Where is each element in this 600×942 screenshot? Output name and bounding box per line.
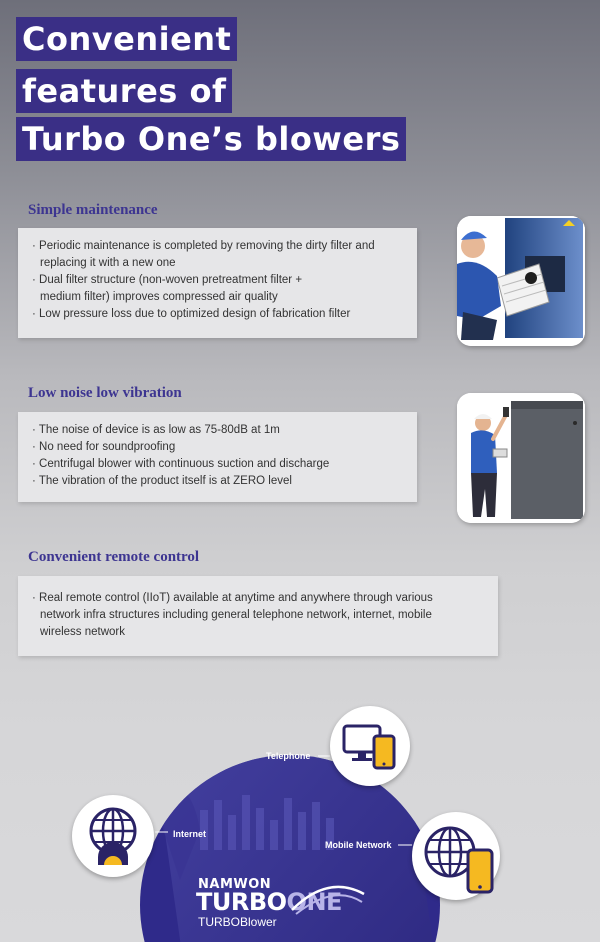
- maintenance-box: [18, 228, 417, 338]
- worker-sound-meter-illustration: [457, 393, 585, 523]
- logo-swoosh-icon: [288, 880, 368, 920]
- telephone-circle: [330, 706, 410, 786]
- remote-box: [18, 576, 498, 656]
- mobile-circle: [412, 812, 500, 900]
- list-item: · Real remote control (IIoT) available at anytime and anywhere through various network infra structures including general telephone network, internet, mobile wireless network: [32, 590, 460, 641]
- brand-logo-left: TURBO: [196, 888, 287, 916]
- list-item: · Dual filter structure (non-woven pretreatment filter + medium filter) improves compressed air quality: [32, 272, 340, 306]
- monitor-phone-icon: [330, 706, 410, 786]
- maintenance-photo: [457, 216, 585, 346]
- title-line-2: features of: [16, 69, 232, 113]
- title-line-3: Turbo One’s blowers: [16, 117, 406, 161]
- globe-phone-icon: [412, 812, 500, 900]
- section-heading-noise: Low noise low vibration: [28, 385, 182, 401]
- internet-label: Internet: [173, 829, 207, 839]
- brand-company: NAMWON: [198, 877, 272, 892]
- mobile-network-label: Mobile Network: [325, 840, 392, 850]
- list-item: · Centrifugal blower with continuous suction and discharge: [32, 456, 417, 473]
- worker-filter-illustration: [457, 216, 585, 346]
- brand-product: TURBOBlower: [198, 915, 277, 929]
- title-line-1: Convenient: [16, 17, 237, 61]
- brand-logo-right: ONE: [286, 888, 342, 916]
- telephone-label: Telephone: [266, 751, 311, 761]
- globe-gear-icon: [72, 795, 154, 877]
- list-item: · No need for soundproofing: [32, 439, 417, 456]
- list-item: · The vibration of the product itself is at ZERO level: [32, 473, 417, 490]
- section-heading-maintenance: Simple maintenance: [28, 202, 158, 218]
- list-item: · The noise of device is as low as 75-80dB at 1m: [32, 422, 417, 439]
- list-item: · Low pressure loss due to optimized design of fabrication filter: [32, 306, 410, 323]
- noise-photo: [457, 393, 585, 523]
- noise-box: [18, 412, 417, 502]
- list-item: · Periodic maintenance is completed by removing the dirty filter and replacing it with a new one: [32, 238, 380, 272]
- internet-circle: [72, 795, 154, 877]
- section-heading-remote: Convenient remote control: [28, 549, 200, 565]
